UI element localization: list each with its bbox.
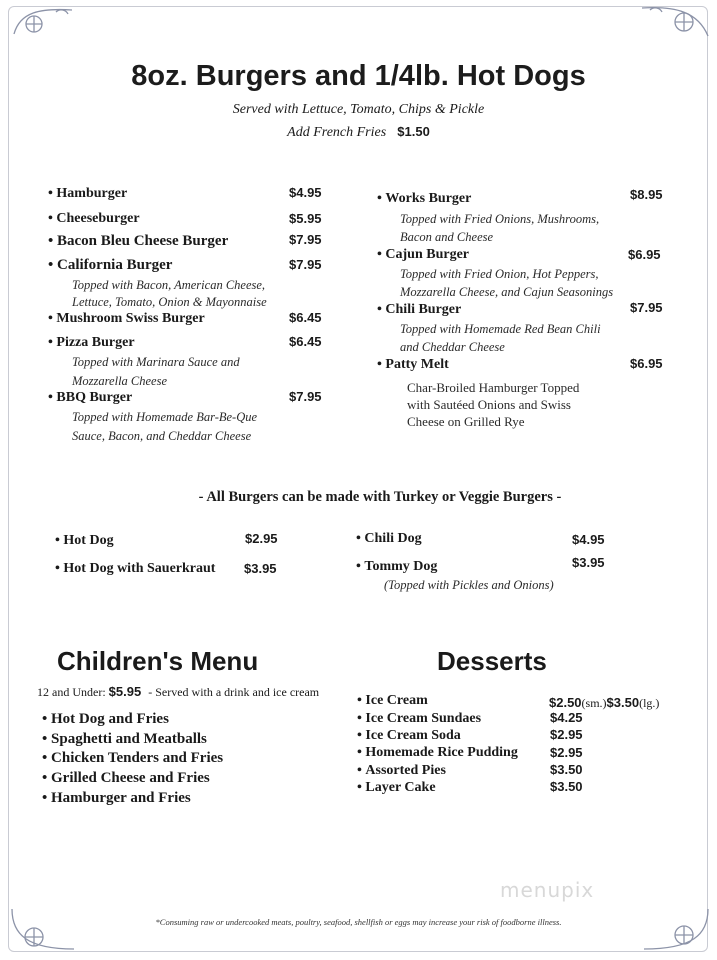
corner-flourish-bottom-left — [8, 905, 78, 955]
menu-item-description: Mozzarella Cheese — [72, 374, 168, 388]
menupix-watermark: menupix — [500, 878, 595, 902]
menu-item-price: $7.95 — [289, 389, 322, 404]
menu-item-description: Topped with Homemade Bar-Be-Que — [72, 410, 258, 424]
menu-item-description: Char-Broiled Hamburger Topped — [407, 380, 580, 395]
childrens-item: • Hamburger and Fries — [42, 790, 191, 807]
hotdog-item-price: $2.95 — [245, 531, 278, 546]
menu-item-price: $8.95 — [630, 187, 663, 202]
add-fries-label: Add French Fries — [287, 125, 387, 140]
menu-item-description: Topped with Fried Onion, Hot Peppers, — [400, 267, 599, 281]
dessert-item-name: • Ice Cream — [357, 693, 428, 709]
turkey-veggie-note: - All Burgers can be made with Turkey or Veggie Burgers - — [198, 489, 562, 505]
hotdog-item-price: $4.95 — [572, 532, 605, 547]
childrens-item: • Spaghetti and Meatballs — [42, 731, 207, 748]
dessert-item-price: $2.95 — [550, 727, 583, 742]
corner-flourish-top-left — [10, 4, 76, 44]
menu-item-description: with Sautéed Onions and Swiss — [407, 397, 571, 412]
dessert-price-size: (lg.) — [639, 696, 660, 710]
desserts-title: Desserts — [437, 646, 547, 676]
dessert-item-name: • Ice Cream Soda — [357, 728, 461, 744]
menu-item-name: • Patty Melt — [377, 357, 449, 373]
childrens-menu-title: Children's Menu — [57, 646, 259, 676]
childrens-item: • Hot Dog and Fries — [42, 711, 169, 728]
menu-item-price: $7.95 — [630, 300, 663, 315]
childrens-note — [37, 684, 319, 700]
menu-item-price: $6.45 — [289, 310, 322, 325]
menu-item-name: • California Burger — [48, 257, 172, 274]
menu-item-name: • Works Burger — [377, 191, 471, 207]
menu-item-price: $5.95 — [289, 211, 322, 226]
hotdog-item-name: • Hot Dog with Sauerkraut — [55, 561, 215, 577]
menu-item-price: $7.95 — [289, 232, 322, 247]
hotdog-item-name: • Tommy Dog — [356, 559, 437, 575]
childrens-note-suffix: - Served with a drink and ice cream — [148, 685, 320, 699]
hotdog-item-price: $3.95 — [244, 561, 277, 576]
menu-item-description: Mozzarella Cheese, and Cajun Seasonings — [400, 285, 614, 299]
menu-item-price: $6.95 — [630, 356, 663, 371]
childrens-price: $5.95 — [108, 684, 142, 699]
dessert-item-price: $4.25 — [550, 710, 583, 725]
menu-item-name: • Chili Burger — [377, 302, 461, 318]
menu-item-name: • Pizza Burger — [48, 335, 135, 351]
menu-item-description: Topped with Marinara Sauce and — [72, 355, 240, 369]
menu-item-description: Lettuce, Tomato, Onion & Mayonnaise — [72, 295, 267, 309]
childrens-note-prefix: 12 and Under: — [37, 685, 106, 699]
childrens-item: • Grilled Cheese and Fries — [42, 770, 210, 787]
dessert-item-price: $2.95 — [550, 745, 583, 760]
hotdog-item-price: $3.95 — [572, 555, 605, 570]
menu-item-description: and Cheddar Cheese — [400, 340, 505, 354]
menu-item-name: • BBQ Burger — [48, 390, 132, 406]
menu-item-name: • Hamburger — [48, 186, 127, 202]
childrens-item: • Chicken Tenders and Fries — [42, 750, 223, 767]
served-with-note: Served with Lettuce, Tomato, Chips & Pickle — [232, 102, 485, 117]
menu-item-name: • Mushroom Swiss Burger — [48, 311, 205, 327]
add-fries-line — [0, 121, 717, 141]
dessert-item-price: $3.50 — [606, 695, 640, 710]
menu-item-price: $6.95 — [628, 247, 661, 262]
dessert-item-price: $3.50 — [550, 779, 583, 794]
hotdog-item-name: • Chili Dog — [356, 531, 422, 547]
hotdog-item-description: (Topped with Pickles and Onions) — [384, 578, 554, 592]
menu-item-description: Topped with Bacon, American Cheese, — [72, 278, 266, 292]
dessert-item-name: • Homemade Rice Pudding — [357, 745, 518, 761]
menu-item-price: $7.95 — [289, 257, 322, 272]
page-title: 8oz. Burgers and 1/4lb. Hot Dogs — [131, 60, 586, 92]
dessert-item-price-line — [549, 692, 659, 711]
dessert-item-name: • Ice Cream Sundaes — [357, 711, 481, 727]
menu-item-price: $6.45 — [289, 334, 322, 349]
dessert-item-name: • Assorted Pies — [357, 763, 446, 779]
menu-item-description: Topped with Homemade Red Bean Chili — [400, 322, 601, 336]
hotdog-item-name: • Hot Dog — [55, 533, 114, 549]
add-fries-price: $1.50 — [397, 124, 430, 139]
menu-item-name: • Bacon Bleu Cheese Burger — [48, 233, 228, 250]
dessert-item-price: $2.50 — [549, 695, 582, 710]
menu-item-description: Cheese on Grilled Rye — [407, 414, 525, 429]
menu-item-description: Topped with Fried Onions, Mushrooms, — [400, 212, 600, 226]
menu-page — [8, 6, 708, 952]
food-safety-disclaimer: *Consuming raw or undercooked meats, poultry, seafood, shellfish or eggs may increase your risk of foodborne illness. — [155, 917, 562, 927]
menu-item-name: • Cajun Burger — [377, 247, 469, 263]
menu-item-name: • Cheeseburger — [48, 211, 140, 227]
dessert-item-price: $3.50 — [550, 762, 583, 777]
menu-item-price: $4.95 — [289, 185, 322, 200]
dessert-item-name: • Layer Cake — [357, 780, 436, 796]
menu-item-description: Bacon and Cheese — [400, 230, 494, 244]
corner-flourish-bottom-right — [640, 905, 712, 955]
dessert-price-size: (sm.) — [581, 696, 607, 710]
corner-flourish-top-right — [640, 2, 712, 44]
menu-item-description: Sauce, Bacon, and Cheddar Cheese — [72, 429, 252, 443]
